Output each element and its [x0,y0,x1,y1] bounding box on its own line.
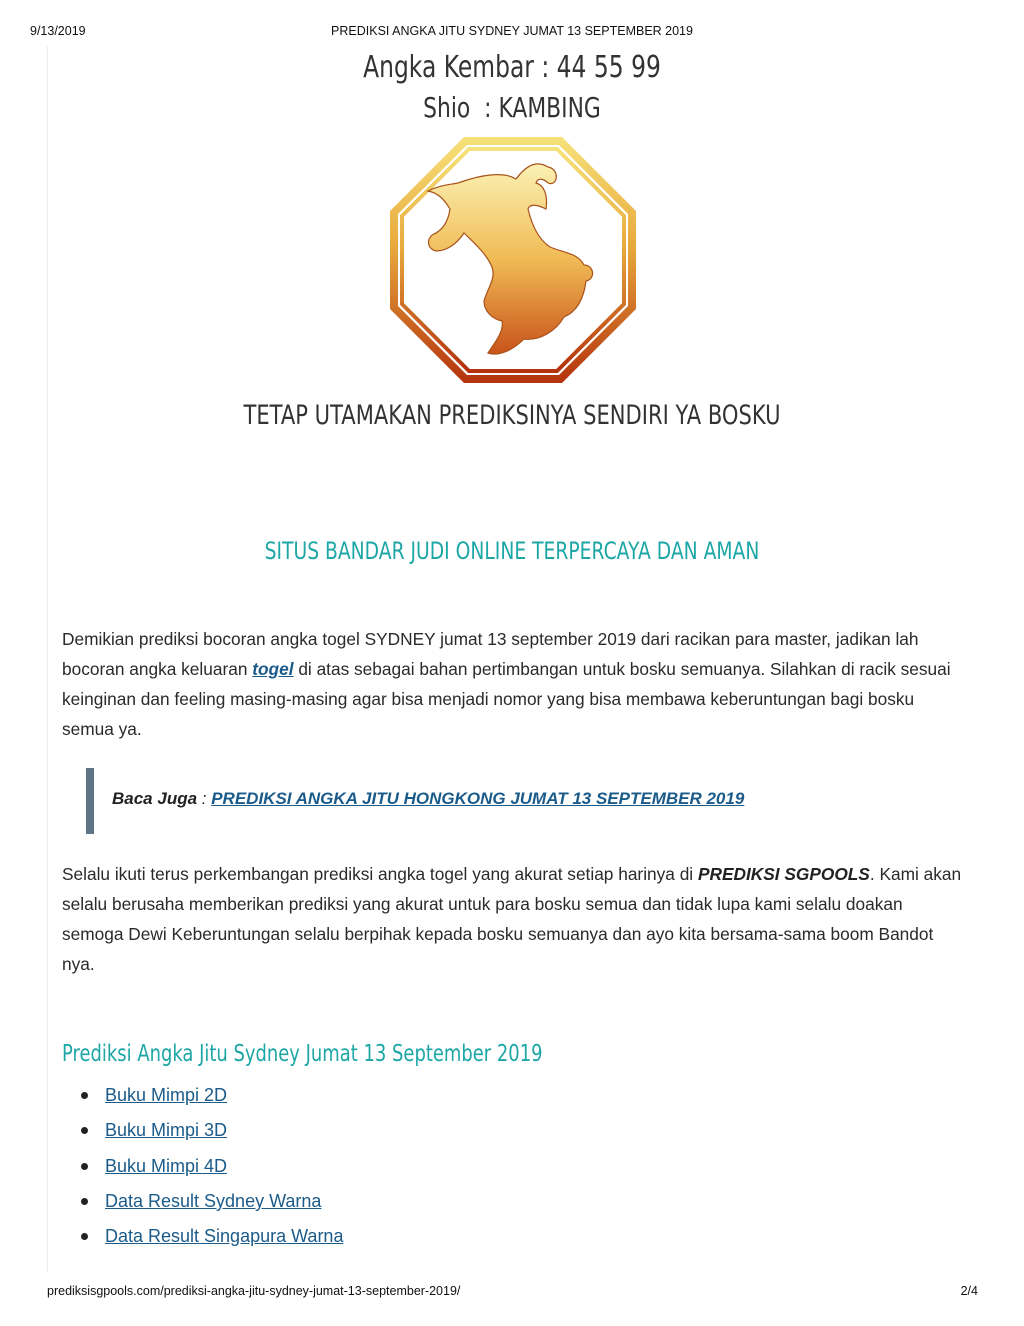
print-date: 9/13/2019 [30,24,86,38]
tetap-heading-text: TETAP UTAMAKAN PREDIKSINYA SENDIRI YA BOSKU [243,400,781,431]
situs-heading [0,537,1024,565]
related-links-list [62,1078,343,1254]
baca-juga-quote [112,789,744,809]
list-item [105,1219,343,1254]
link-buku-mimpi-2d[interactable]: Buku Mimpi 2D [105,1085,228,1105]
list-item [105,1078,343,1113]
link-buku-mimpi-4d[interactable]: Buku Mimpi 4D [105,1155,228,1176]
brand-name: PREDIKSI SGPOOLS [697,864,870,884]
baca-juga-label: Baca Juga [112,789,198,808]
list-item [105,1184,343,1219]
link-buku-mimpi-3d[interactable]: Buku Mimpi 3D [105,1120,228,1141]
paragraph-intro [62,624,967,744]
link-data-result-sydney[interactable]: Data Result Sydney Warna [105,1190,322,1211]
paragraph-closing [62,859,967,979]
page-number: 2/4 [960,1284,978,1298]
paragraph-closing-before: Selalu ikuti terus perkembangan prediksi angka togel yang akurat setiap harinya di [62,864,698,884]
print-title: PREDIKSI ANGKA JITU SYDNEY JUMAT 13 SEPTEMBER 2019 [331,24,693,38]
link-data-result-singapura[interactable]: Data Result Singapura Warna [105,1226,344,1247]
list-item [105,1149,343,1184]
list-item [105,1113,343,1148]
tetap-heading [0,400,1024,431]
togel-link[interactable]: togel [252,659,294,679]
print-header [0,24,1024,40]
paragraph-intro-before: Demikian prediksi bocoran angka togel SYDNEY jumat 13 september 2019 dari racikan para master, jadikan lah bocoran angka keluaran [62,629,919,679]
baca-juga-link[interactable]: PREDIKSI ANGKA JITU HONGKONG JUMAT 13 SEPTEMBER 2019 [211,789,745,808]
angka-kembar [0,50,1024,85]
goat-zodiac-emblem-icon [388,135,638,385]
paragraph-closing-after: . Kami akan selalu berusaha memberikan prediksi yang akurat untuk para bosku semua dan tidak lupa kami selalu doakan semoga Dewi Keberuntungan selalu berpihak kepada bosku semuanya dan ayo kita bersama-sama boom Bandot nya. [62,864,962,974]
links-subheading-text: Prediksi Angka Jitu Sydney Jumat 13 September 2019 [62,1041,543,1067]
angka-kembar-text: Angka Kembar : 44 55 99 [363,50,661,85]
paragraph-intro-after: di atas sebagai bahan pertimbangan untuk bosku semuanya. Silahkan di racik sesuai keinginan dan feeling masing-masing agar bisa menjadi nomor yang bisa membawa keberuntungan bagi bosku semua ya. [62,659,951,739]
print-url: prediksisgpools.com/prediksi-angka-jitu-sydney-jumat-13-september-2019/ [47,1284,461,1298]
shio-text: Shio : KAMBING [423,91,601,124]
links-subheading [62,1040,678,1067]
blockquote-bar [86,768,94,834]
baca-juga-separator: : [197,789,212,808]
shio-line [0,91,1024,124]
situs-heading-text: SITUS BANDAR JUDI ONLINE TERPERCAYA DAN AMAN [264,537,760,565]
